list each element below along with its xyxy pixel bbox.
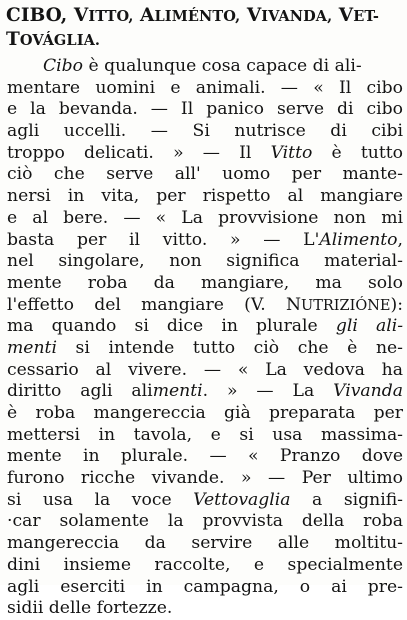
body-line-26: sidii delle fortezze.	[7, 598, 173, 619]
heading-line-2: TOVÁGLIA.	[6, 29, 101, 50]
entry-body	[7, 56, 403, 620]
body-line-15: cessario al vivere. — « La vedova ha	[7, 359, 403, 380]
body-line-19: mente in plurale. — « Pranzo dove	[7, 446, 403, 467]
body-line-13: ma quando si dice in plurale gli ali-	[7, 316, 403, 337]
body-line-6: ciò che serve all' uomo per mante-	[7, 164, 403, 185]
entry-heading	[6, 4, 402, 52]
body-line-3: e la bevanda. — Il panico serve di cibo	[7, 99, 403, 120]
body-line-20: furono ricche vivande. » — Per ultimo	[7, 468, 403, 489]
body-line-23: mangereccia da servire alle moltitu-	[7, 533, 403, 554]
body-line-7: nersi in vita, per rispetto al mangiare	[7, 186, 403, 207]
body-line-16: diritto agli alimenti. » — La Vivanda	[7, 381, 403, 402]
body-line-2: mentare uomini e animali. — « Il cibo	[7, 77, 403, 98]
body-line-24: dini insieme raccolte, e specialmente	[7, 554, 403, 575]
body-line-10: nel singolare, non significa material-	[7, 251, 403, 272]
body-line-11: mente roba da mangiare, ma solo	[7, 272, 403, 293]
body-line-12: l'effetto del mangiare (V. NUTRIZIÓNE):	[7, 294, 403, 315]
body-line-4: agli uccelli. — Si nutrisce di cibi	[7, 121, 403, 142]
body-line-14: menti si intende tutto ciò che è ne-	[7, 337, 403, 358]
body-line-18: mettersi in tavola, e si usa massima-	[7, 424, 403, 445]
body-line-9: basta per il vitto. » — L'Alimento,	[7, 229, 403, 250]
body-line-5: troppo delicati. » — Il Vitto è tutto	[7, 142, 403, 163]
body-line-1: Cibo è qualunque cosa capace di ali-	[43, 56, 362, 76]
body-line-8: e al bere. — « La provvisione non mi	[7, 207, 403, 228]
body-line-17: è roba mangereccia già preparata per	[7, 403, 403, 423]
body-line-25: agli eserciti in campagna, o ai pre-	[7, 576, 403, 597]
body-line-21: si usa la voce Vettovaglia a signifi-	[7, 489, 403, 510]
body-line-22: ·car solamente la provvista della roba	[7, 511, 403, 532]
heading-line-1: CIBO, VITTO, ALIMÉNTO, VIVANDA, VET-	[6, 5, 380, 26]
